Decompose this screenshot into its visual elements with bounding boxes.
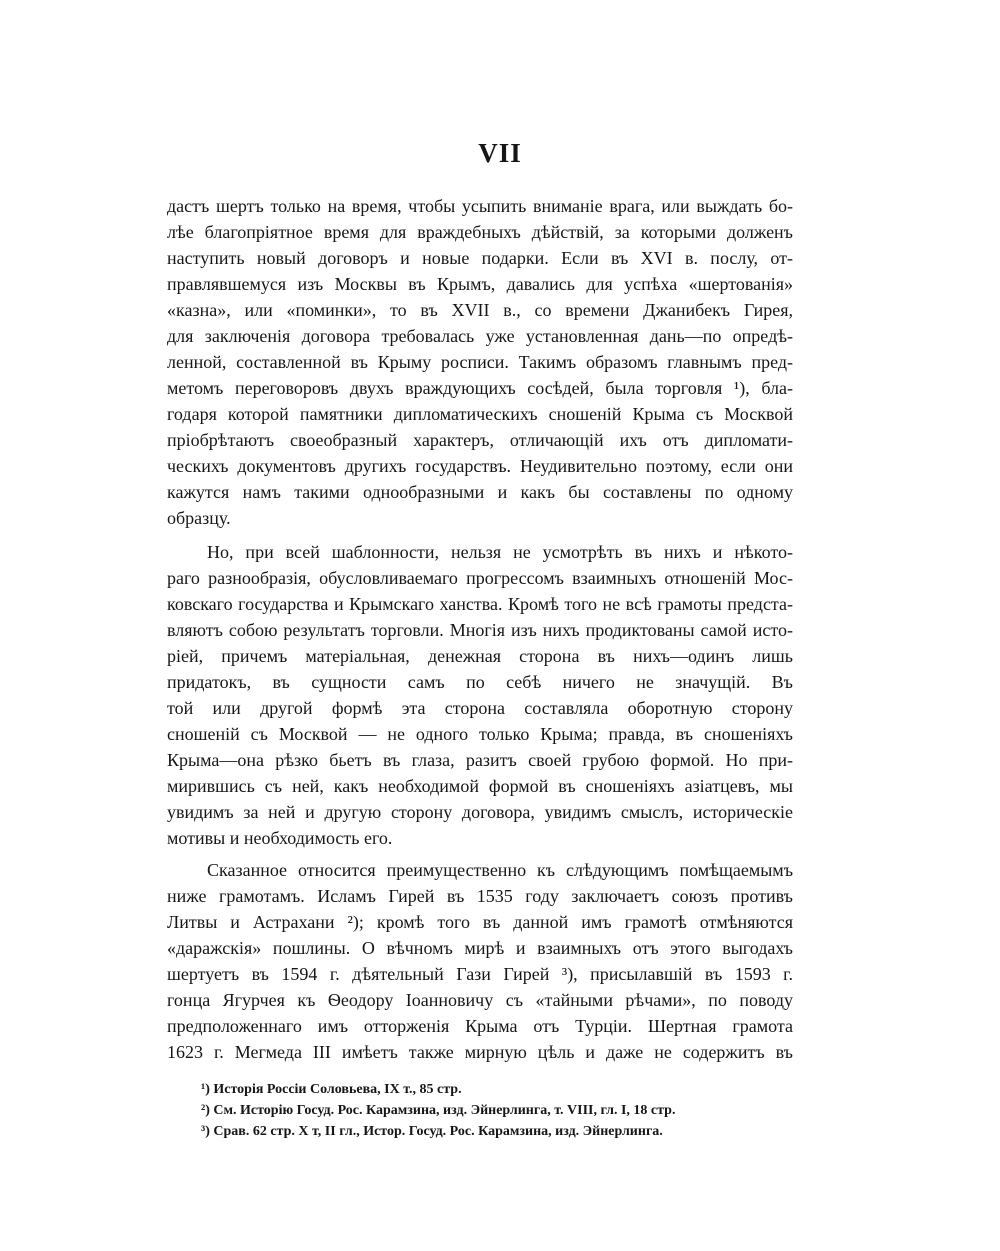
text-line: увидимъ за ней и другую сторону договора, увидимъ смыслъ, историческіе	[167, 802, 793, 822]
text-line: лѣе благопріятное время для враждебныхъ дѣйствій, за которыми долженъ	[167, 222, 793, 242]
footnote-2	[201, 1100, 801, 1121]
text-line: ческихъ документовъ другихъ государствъ. Неудивительно поэтому, если они	[167, 456, 793, 476]
text-line: той или другой формѣ эта сторона составляла оборотную сторону	[167, 698, 793, 718]
text-line: предположеннаго имъ отторженія Крыма отъ Турціи. Шертная грамота	[167, 1016, 793, 1036]
text-line: раго разнообразія, обусловливаемаго прогрессомъ взаимныхъ отношеній Мос-	[167, 568, 793, 588]
text-line: пріобрѣтаютъ своеобразный характеръ, отличающій ихъ отъ дипломати-	[167, 430, 793, 450]
paragraph-1	[167, 193, 793, 531]
text-line: 1623 г. Мегмеда III имѣетъ также мирную цѣль и даже не содержитъ въ	[167, 1042, 793, 1062]
paragraph-3	[167, 857, 793, 1065]
text-line: шертуетъ въ 1594 г. дѣятельный Гази Гирей ³), присылавшій въ 1593 г.	[167, 964, 793, 984]
text-line: правлявшемуся изъ Москвы въ Крымъ, давались для успѣха «шертованія»	[167, 274, 793, 294]
text-line: сношеній съ Москвой — не одного только Крыма; правда, въ сношеніяхъ	[167, 724, 793, 744]
text-line: для заключенія договора требовалась уже установленная дань—по опредѣ-	[167, 326, 793, 346]
text-line: ниже грамотамъ. Исламъ Гирей въ 1535 году заключаетъ союзъ противъ	[167, 886, 793, 906]
text-line: метомъ переговоровъ двухъ враждующихъ сосѣдей, была торговля ¹), бла-	[167, 378, 793, 398]
footnote-text: Исторія Россіи Соловьева, IX т., 85 стр.	[213, 1082, 462, 1097]
footnote-text: Срав. 62 стр. X т, II гл., Истор. Госуд. Рос. Карамзина, изд. Эйнерлинга.	[213, 1124, 663, 1139]
text-line: мотивы и необходимость его.	[167, 828, 393, 848]
text-line: мирившись съ ней, какъ необходимой формой въ сношеніяхъ азіатцевъ, мы	[167, 776, 793, 796]
footnote-3	[201, 1121, 801, 1142]
text-line: годаря которой памятники дипломатическихъ сношеній Крыма съ Москвой	[167, 404, 793, 424]
footnote-mark: ¹)	[201, 1082, 210, 1097]
text-line: ковскаго государства и Крымскаго ханства. Кромѣ того не всѣ грамоты предста-	[167, 594, 793, 614]
footnote-1	[201, 1079, 801, 1100]
text-line: Крыма—она рѣзко бьетъ въ глаза, разитъ своей грубою формой. Но при-	[167, 750, 793, 770]
text-line: ріей, причемъ матеріальная, денежная сторона въ нихъ—одинъ лишь	[167, 646, 793, 666]
text-line: придатокъ, въ сущности самъ по себѣ ничего не значущій. Въ	[167, 672, 793, 692]
paragraph-2	[167, 539, 793, 851]
text-line: ленной, составленной въ Крыму росписи. Такимъ образомъ главнымъ пред-	[167, 352, 793, 372]
text-line: Но, при всей шаблонности, нельзя не усмотрѣть въ нихъ и нѣкото-	[207, 542, 793, 562]
text-line: Сказанное относится преимущественно къ слѣдующимъ помѣщаемымъ	[207, 860, 793, 880]
text-line: наступить новый договоръ и новые подарки. Если въ XVI в. послу, от-	[167, 248, 793, 268]
text-line: вляютъ собою результатъ торговли. Многія изъ нихъ продиктованы самой исто-	[167, 620, 793, 640]
page-number: VII	[478, 138, 522, 168]
text-line: дастъ шертъ только на время, чтобы усыпить вниманіе врага, или выждать бо-	[167, 196, 793, 216]
text-line: гонца Ягурчея къ Ѳеодору Іоанновичу съ «тайными рѣчами», по поводу	[167, 990, 793, 1010]
footnotes	[201, 1079, 801, 1142]
text-line: образцу.	[167, 508, 231, 528]
footnote-text: См. Исторію Госуд. Рос. Карамзина, изд. Эйнерлинга, т. VIII, гл. I, 18 стр.	[213, 1103, 676, 1118]
text-line: «казна», или «поминки», то въ XVII в., со времени Джанибекъ Гирея,	[167, 300, 793, 320]
footnote-mark: ³)	[201, 1124, 210, 1139]
text-line: Литвы и Астрахани ²); кромѣ того въ данной имъ грамотѣ отмѣняются	[167, 912, 793, 932]
text-line: «даражскія» пошлины. О вѣчномъ мирѣ и взаимныхъ отъ этого выгодахъ	[167, 938, 793, 958]
footnote-mark: ²)	[201, 1103, 210, 1118]
text-line: кажутся намъ такими однообразными и какъ бы составлены по одному	[167, 482, 793, 502]
